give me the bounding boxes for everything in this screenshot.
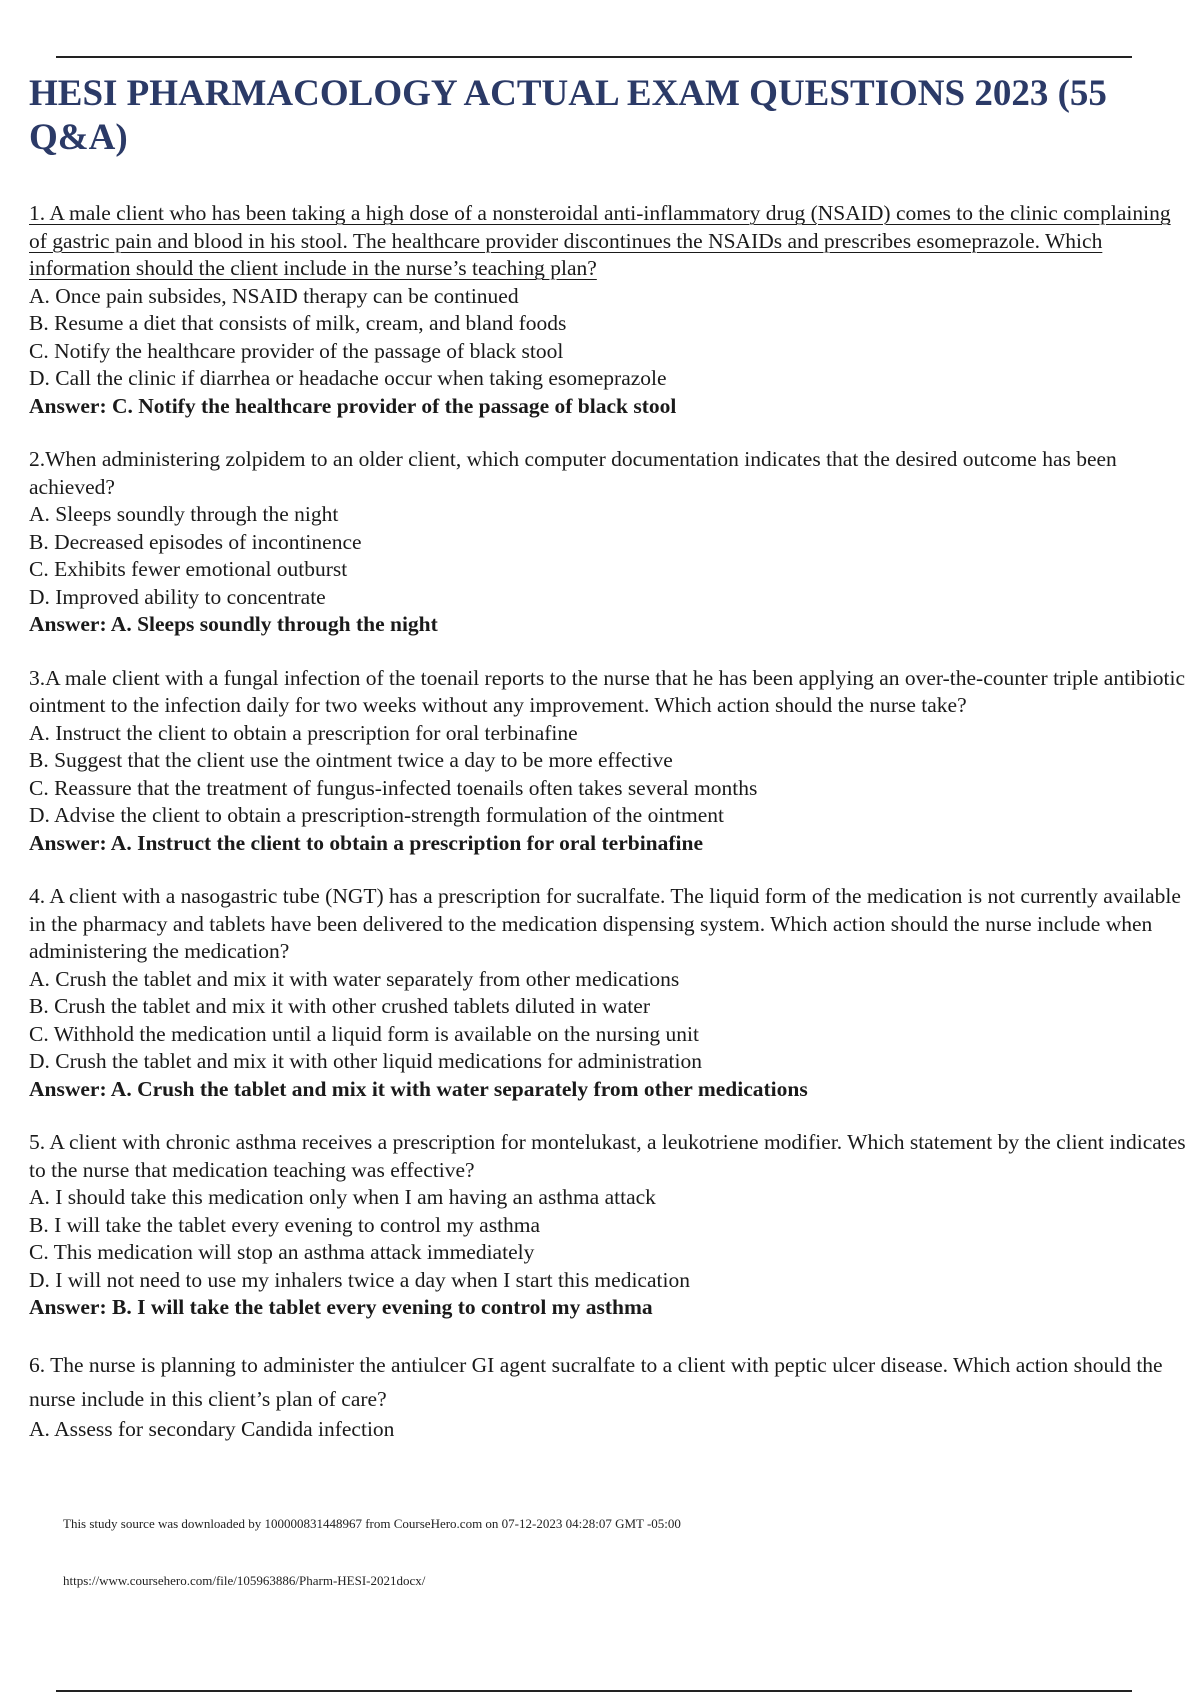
answer-option: D. Call the clinic if diarrhea or headache occur when taking esomeprazole <box>29 366 667 390</box>
answer-option: C. Reassure that the treatment of fungus-infected toenails often takes several months <box>29 775 758 800</box>
download-source-note: This study source was downloaded by 100000831448967 from CourseHero.com on 07-12-2023 04:28:07 GMT -05:00 <box>63 1516 681 1531</box>
document-page <box>29 72 1187 1469</box>
top-rule <box>56 56 1132 58</box>
answer-option: A. Sleeps soundly through the night <box>29 502 339 526</box>
answer-option: A. Crush the tablet and mix it with water separately from other medications <box>29 966 680 991</box>
question-list <box>29 200 1187 1443</box>
question-2 <box>29 446 1187 639</box>
question-stem: 4. A client with a nasogastric tube (NGT) has a prescription for sucralfate. The liquid form of the medication is not currently available in the pharmacy and tablets have been delivered to the medication dispensing system. Which action should the nurse include when administering the medication? <box>29 884 1181 963</box>
correct-answer: Answer: A. Crush the tablet and mix it with water separately from other medications <box>29 1076 808 1101</box>
answer-option: C. Withhold the medication until a liquid form is available on the nursing unit <box>29 1021 699 1046</box>
answer-option: B. Suggest that the client use the ointment twice a day to be more effective <box>29 748 673 772</box>
question-1 <box>29 200 1187 420</box>
question-3 <box>29 665 1187 858</box>
answer-option: A. I should take this medication only when I am having an asthma attack <box>29 1185 656 1209</box>
answer-option: A. Assess for secondary Candida infection <box>29 1416 395 1441</box>
question-stem: 6. The nurse is planning to administer the antiulcer GI agent sucralfate to a client with peptic ulcer disease. Which action should the nurse include in this client’s plan of care? <box>29 1352 1163 1411</box>
answer-option: D. Advise the client to obtain a prescription-strength formulation of the ointment <box>29 803 725 827</box>
answer-option: A. Instruct the client to obtain a prescription for oral terbinafine <box>29 720 578 745</box>
question-stem: 5. A client with chronic asthma receives a prescription for montelukast, a leukotriene modifier. Which statement by the client indicates to the nurse that medication teaching was effective? <box>29 1130 1186 1182</box>
correct-answer: Answer: C. Notify the healthcare provider of the passage of black stool <box>29 393 677 418</box>
source-url-link[interactable]: https://www.coursehero.com/file/105963886/Pharm-HESI-2021docx/ <box>63 1573 426 1588</box>
answer-option: D. Crush the tablet and mix it with other liquid medications for administration <box>29 1049 702 1073</box>
answer-option: B. I will take the tablet every evening to control my asthma <box>29 1212 541 1237</box>
answer-option: C. Notify the healthcare provider of the passage of black stool <box>29 338 564 363</box>
answer-option: D. I will not need to use my inhalers twice a day when I start this medication <box>29 1267 690 1292</box>
question-5 <box>29 1129 1187 1322</box>
answer-option: B. Crush the tablet and mix it with other crushed tablets diluted in water <box>29 994 650 1018</box>
correct-answer: Answer: A. Sleeps soundly through the night <box>29 612 438 636</box>
answer-option: C. Exhibits fewer emotional outburst <box>29 557 348 581</box>
answer-option: B. Resume a diet that consists of milk, cream, and bland foods <box>29 311 567 335</box>
correct-answer: Answer: A. Instruct the client to obtain a prescription for oral terbinafine <box>29 830 704 855</box>
correct-answer: Answer: B. I will take the tablet every evening to control my asthma <box>29 1295 653 1319</box>
answer-option: C. This medication will stop an asthma attack immediately <box>29 1240 535 1264</box>
question-stem: 2.When administering zolpidem to an older client, which computer documentation indicates that the desired outcome has been achieved? <box>29 447 1117 499</box>
bottom-rule <box>56 1690 1132 1692</box>
question-4 <box>29 883 1187 1103</box>
answer-option: B. Decreased episodes of incontinence <box>29 529 362 554</box>
question-stem: 3.A male client with a fungal infection of the toenail reports to the nurse that he has been applying an over-the-counter triple antibiotic ointment to the infection daily for two weeks without any improvement. Which action should the nurse take? <box>29 665 1186 717</box>
question-stem: 1. A male client who has been taking a high dose of a nonsteroidal anti-inflammatory drug (NSAID) comes to the clinic complaining of gastric pain and blood in his stool. The healthcare provider discontinues the NSAIDs and prescribes esomeprazole. Which information should the client include in the nurse’s teaching plan? <box>29 201 1171 280</box>
answer-option: A. Once pain subsides, NSAID therapy can be continued <box>29 283 519 308</box>
question-6 <box>29 1348 1187 1444</box>
document-title: HESI PHARMACOLOGY ACTUAL EXAM QUESTIONS 2023 (55 Q&A) <box>29 73 1107 158</box>
answer-option: D. Improved ability to concentrate <box>29 584 326 609</box>
